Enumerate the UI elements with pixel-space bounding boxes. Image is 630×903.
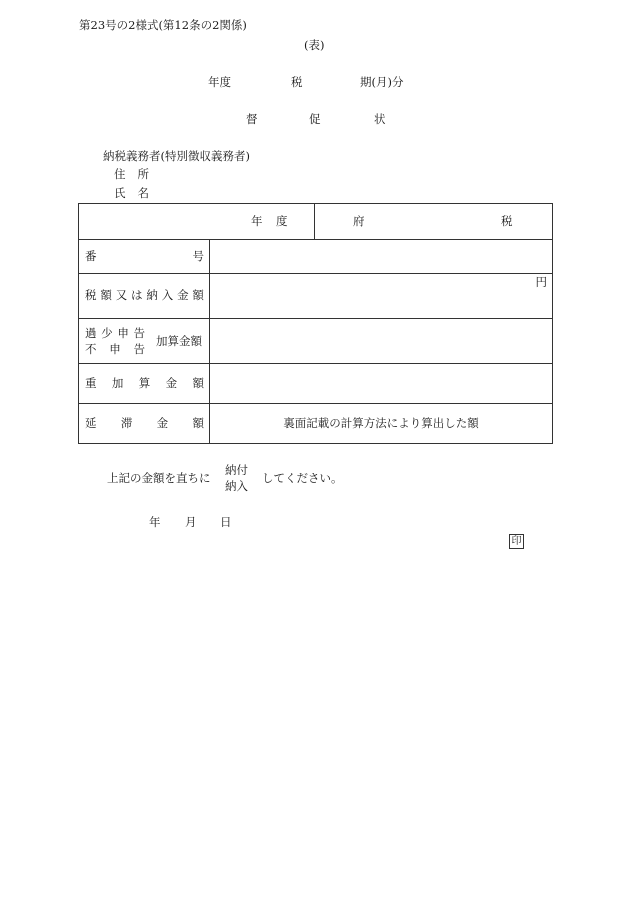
- table-row: [79, 404, 553, 444]
- delinquent-value-cell: 裏面記載の計算方法により算出した額: [210, 404, 553, 444]
- instruction-suffix: してください。: [262, 471, 343, 485]
- side-indicator: (表): [304, 38, 325, 52]
- name-label: 氏 名: [114, 186, 149, 200]
- number-value-cell: [210, 240, 553, 274]
- fiscal-year-label: 年度: [208, 75, 231, 89]
- delinquent-label-cell: 延 滞 金 額: [79, 404, 210, 444]
- date-year-label: 年: [149, 515, 161, 529]
- payment-option: 納付: [225, 463, 248, 477]
- number-label-cell: 番 号: [79, 240, 210, 274]
- taxpayer-heading: 納税義務者(特別徴収義務者): [103, 149, 250, 163]
- tax-label: 税: [291, 75, 303, 89]
- heavy-additional-label-cell: 重 加 算 金 額: [79, 364, 210, 404]
- table-row: [79, 364, 553, 404]
- title-char: 状: [374, 112, 386, 126]
- title-char: 督: [246, 112, 258, 126]
- document-title: [246, 112, 386, 126]
- heavy-additional-value-cell: [210, 364, 553, 404]
- fiscal-year-cell: 年 度: [79, 204, 315, 240]
- seal-stamp: 印: [509, 534, 524, 549]
- tax-amount-label-cell: 税 額 又 は 納 入 金 額: [79, 274, 210, 319]
- tax-amount-value-cell: [210, 274, 553, 319]
- address-label: 住 所: [114, 167, 149, 181]
- date-month-label: 月: [185, 515, 197, 529]
- payment-option: 納入: [225, 479, 248, 493]
- table-row: [79, 204, 553, 240]
- form-number: 第23号の2様式(第12条の2関係): [79, 18, 247, 32]
- date-day-label: 日: [220, 515, 232, 529]
- table-row: [79, 240, 553, 274]
- prefecture-tax-cell: 府 税: [315, 204, 553, 240]
- additional-amount-value-cell: [210, 319, 553, 364]
- period-label: 期(月)分: [360, 75, 404, 89]
- additional-amount-label-cell: 過 少 申 告 不 申 告 加算金額: [79, 319, 210, 364]
- table-row: [79, 274, 553, 319]
- table-row: [79, 319, 553, 364]
- notice-table: [78, 203, 553, 444]
- yen-unit: 円: [535, 275, 547, 289]
- instruction-text: 上記の金額を直ちに: [107, 471, 211, 485]
- title-char: 促: [309, 112, 321, 126]
